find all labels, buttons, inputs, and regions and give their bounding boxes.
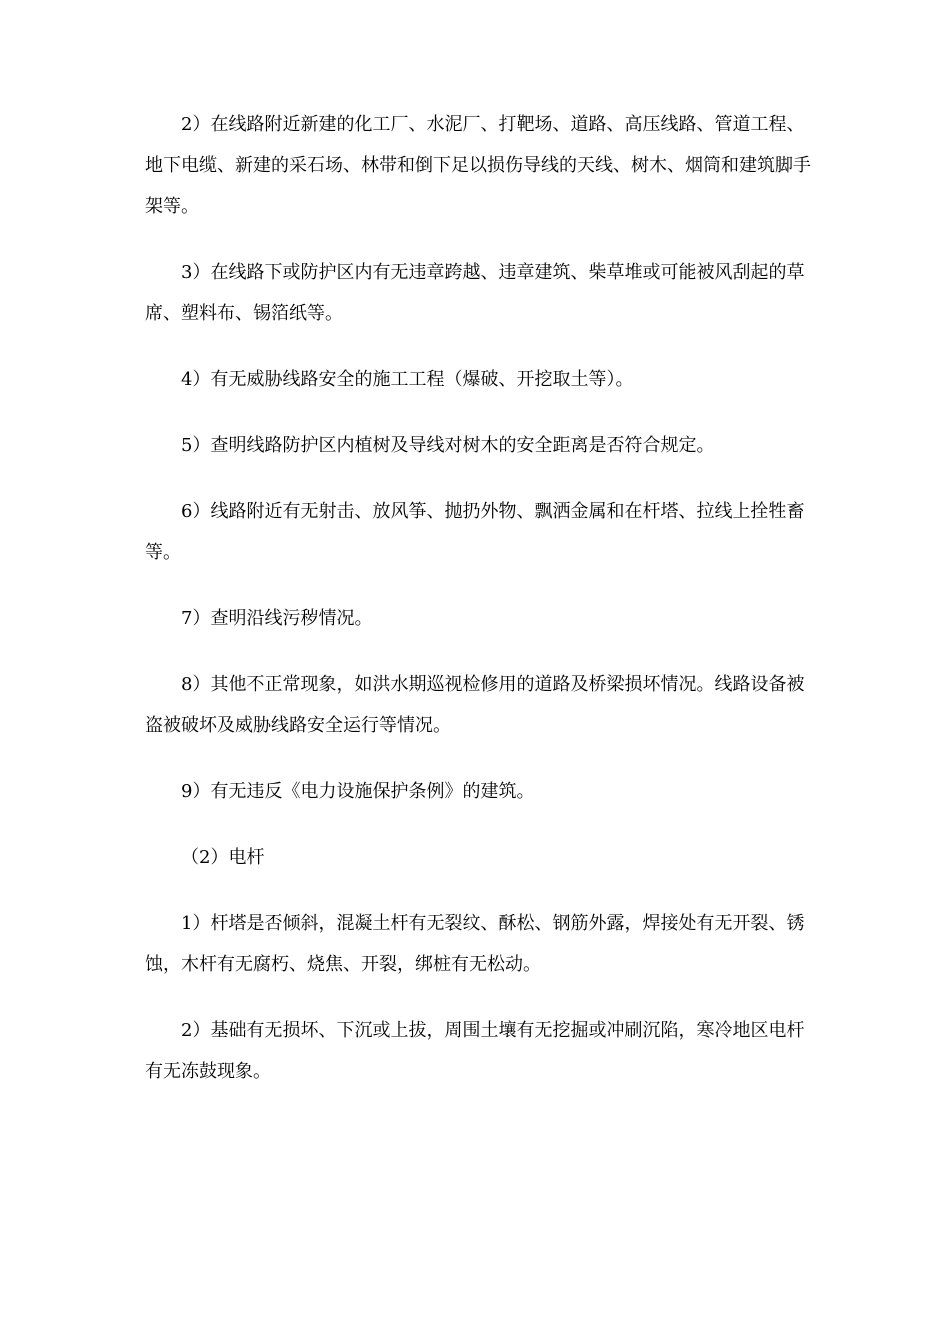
paragraph-pole-item-2: 2）基础有无损坏、下沉或上拔，周围土壤有无挖掘或冲刷沉陷，寒冷地区电杆有无冻鼓现象。 xyxy=(145,1020,805,1082)
section-heading-pole: （2）电杆 xyxy=(181,847,265,868)
paragraph-item-3: 3）在线路下或防护区内有无违章跨越、违章建筑、柴草堆或可能被风刮起的草席、塑料布、锡箔纸等。 xyxy=(145,262,805,324)
document-body xyxy=(145,104,817,1117)
paragraph-item-8: 8）其他不正常现象，如洪水期巡视检修用的道路及桥梁损坏情况。线路设备被盗被破坏及威胁线路安全运行等情况。 xyxy=(145,674,805,736)
paragraph-pole-item-1: 1）杆塔是否倾斜，混凝土杆有无裂纹、酥松、钢筋外露，焊接处有无开裂、锈蚀，木杆有无腐朽、烧焦、开裂，绑桩有无松动。 xyxy=(145,913,805,975)
paragraph-item-6: 6）线路附近有无射击、放风筝、抛扔外物、飘洒金属和在杆塔、拉线上拴牲畜等。 xyxy=(145,501,805,563)
paragraph-item-4: 4）有无威胁线路安全的施工工程（爆破、开挖取土等）。 xyxy=(181,369,634,390)
paragraph-item-7: 7）查明沿线污秽情况。 xyxy=(181,608,373,629)
paragraph-item-5: 5）查明线路防护区内植树及导线对树木的安全距离是否符合规定。 xyxy=(181,435,715,456)
paragraph-item-2: 2）在线路附近新建的化工厂、水泥厂、打靶场、道路、高压线路、管道工程、地下电缆、新建的采石场、林带和倒下足以损伤导线的天线、树木、烟筒和建筑脚手架等。 xyxy=(145,114,811,217)
paragraph-item-9: 9）有无违反《电力设施保护条例》的建筑。 xyxy=(181,781,535,802)
